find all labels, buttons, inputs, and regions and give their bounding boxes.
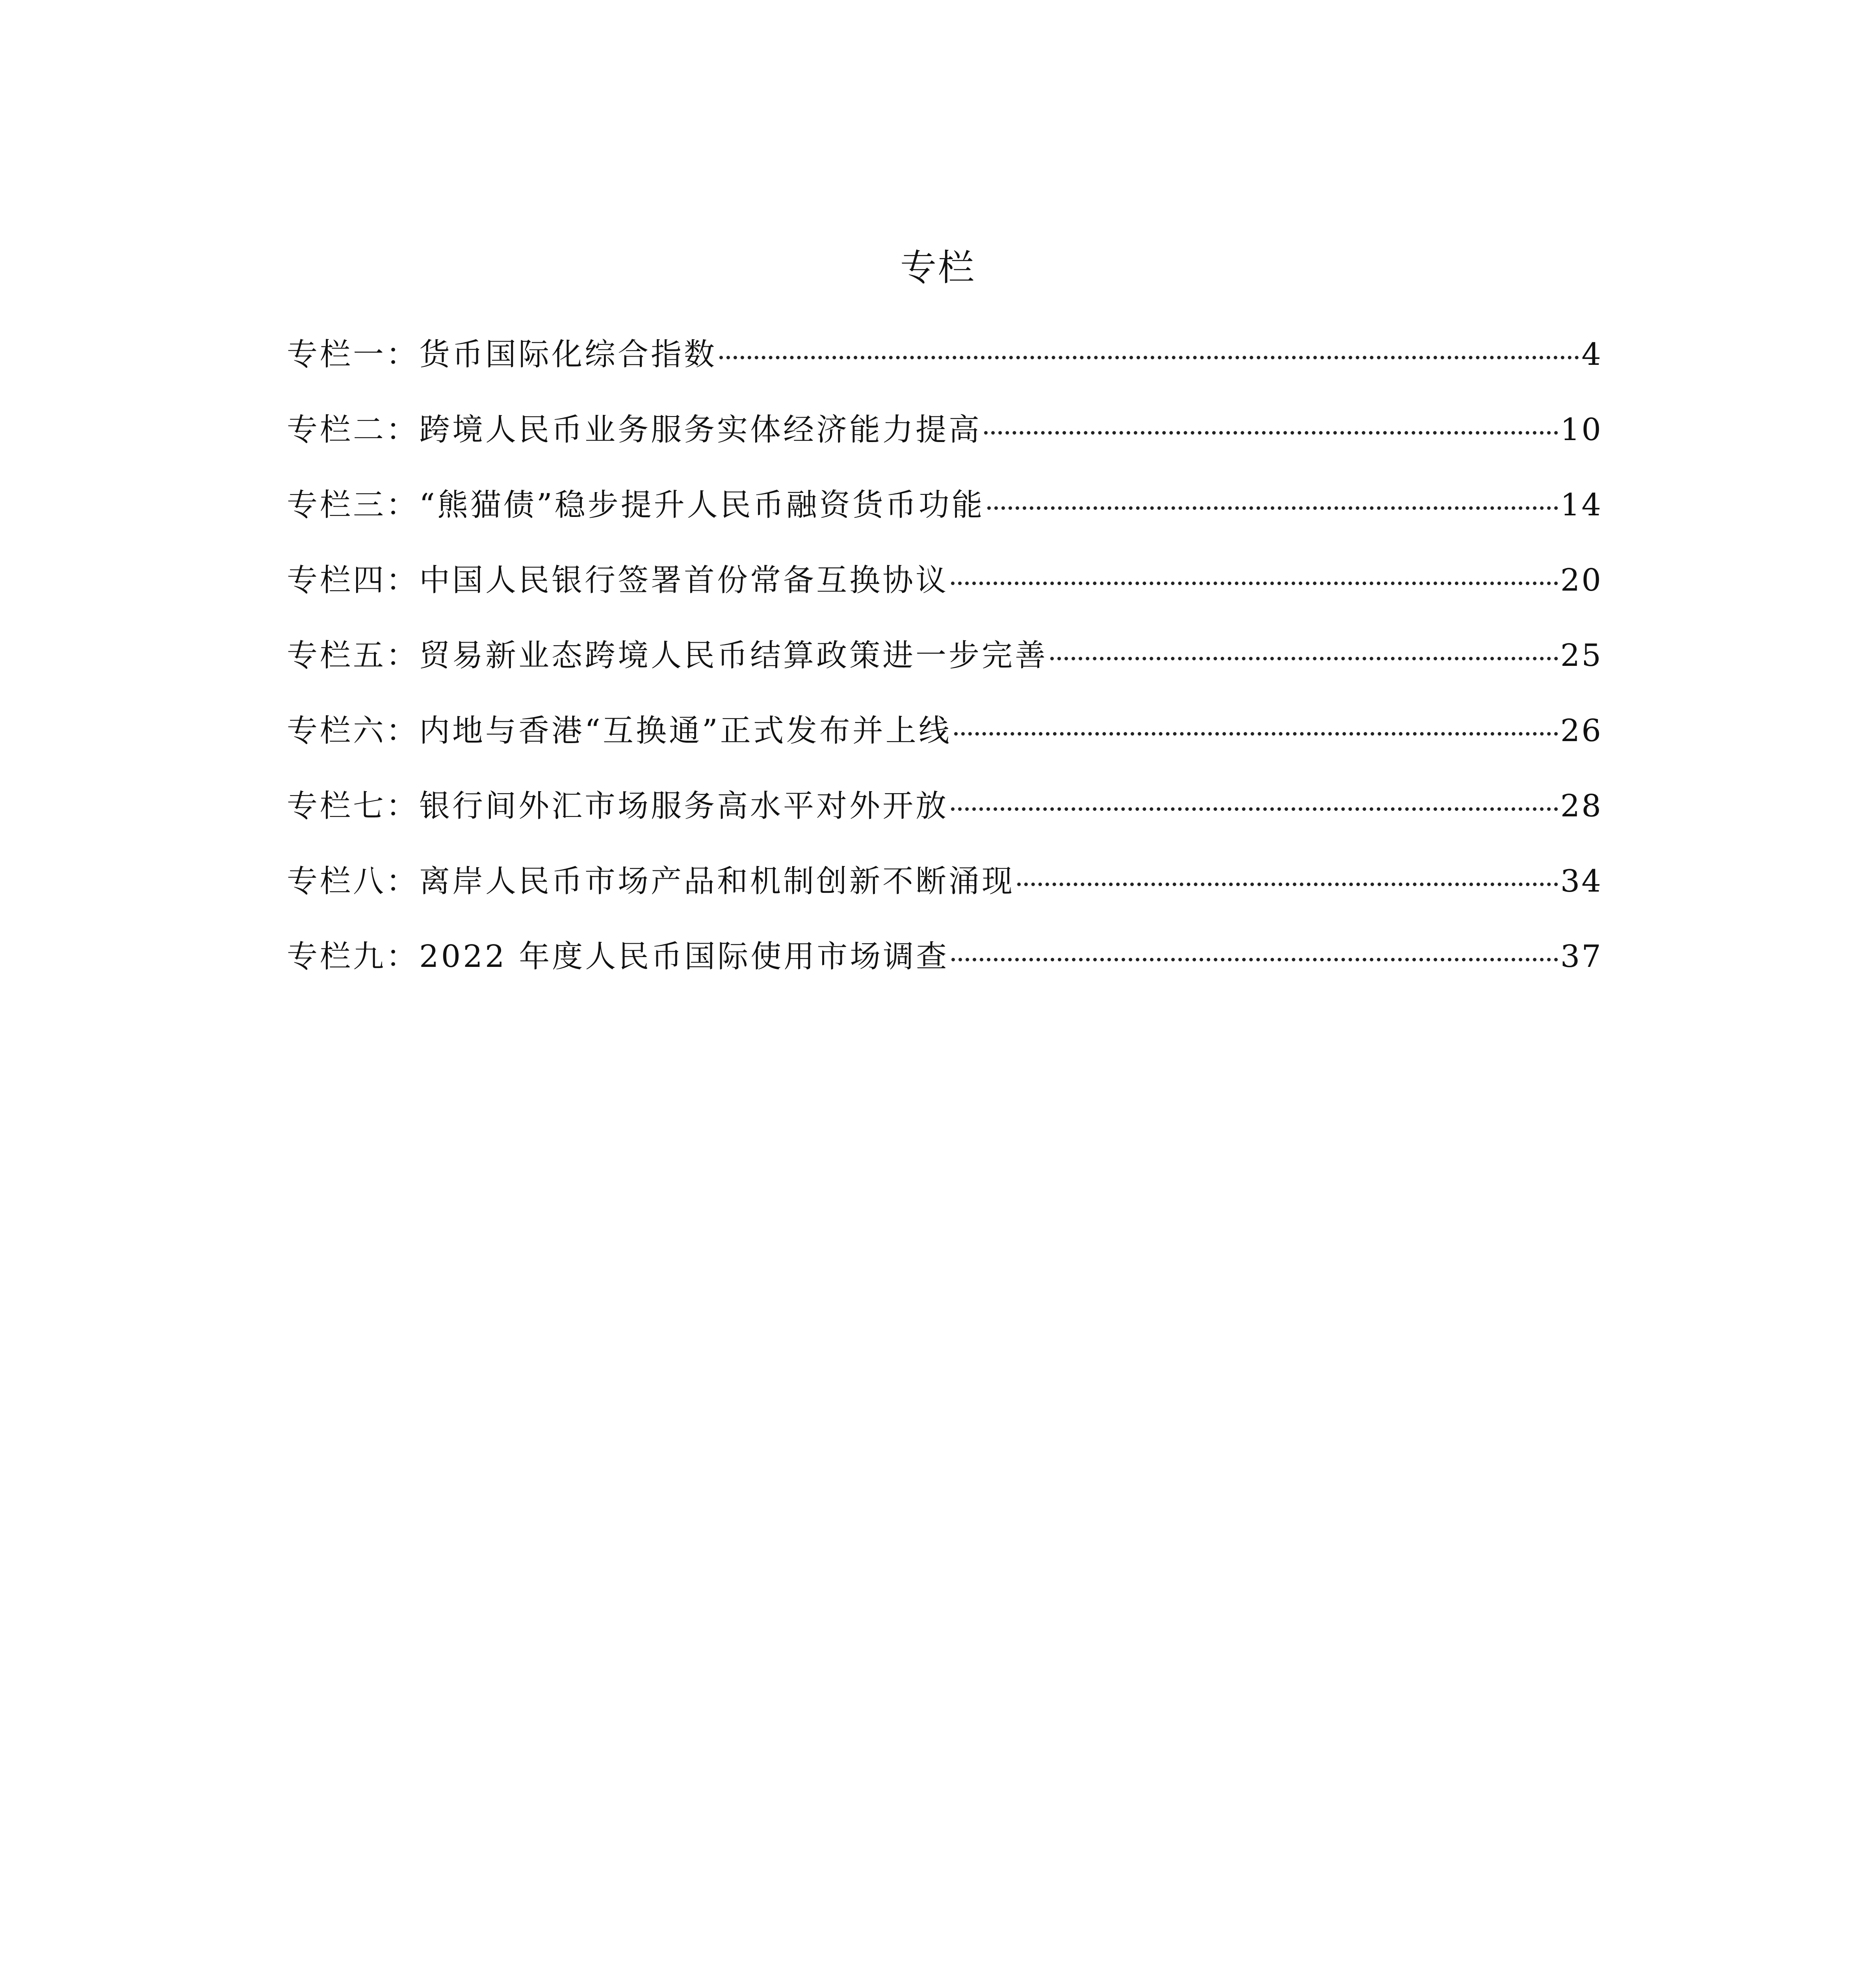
toc-entry bbox=[287, 711, 1603, 786]
toc-entry-label: 专栏八：离岸人民币市场产品和机制创新不断涌现 bbox=[287, 864, 1015, 899]
toc-entry bbox=[287, 937, 1603, 1012]
dot-leader bbox=[954, 732, 1558, 736]
toc-entry bbox=[287, 485, 1603, 561]
toc-page-number: 26 bbox=[1560, 713, 1603, 749]
toc-entry bbox=[287, 786, 1603, 862]
toc-page-number: 4 bbox=[1581, 337, 1603, 372]
dot-leader bbox=[951, 958, 1558, 961]
toc-entry-label: 专栏二：跨境人民币业务服务实体经济能力提高 bbox=[287, 412, 982, 448]
toc-entry-label: 专栏四：中国人民银行签署首份常备互换协议 bbox=[287, 563, 949, 598]
dot-leader bbox=[987, 506, 1558, 510]
toc-entry bbox=[287, 862, 1603, 937]
toc-entry bbox=[287, 335, 1603, 410]
dot-leader bbox=[984, 431, 1558, 435]
dot-leader bbox=[951, 582, 1558, 585]
toc-page-number: 14 bbox=[1560, 487, 1603, 523]
page-heading: 专栏 bbox=[900, 247, 976, 289]
toc-entry-label: 专栏五：贸易新业态跨境人民币结算政策进一步完善 bbox=[287, 638, 1048, 673]
toc-entry-label: 专栏六：内地与香港“互换通”正式发布并上线 bbox=[287, 713, 952, 749]
toc-page-number: 34 bbox=[1560, 864, 1603, 899]
toc-entry-label: 专栏七：银行间外汇市场服务高水平对外开放 bbox=[287, 788, 949, 824]
toc-entry-label: 专栏九：2022 年度人民币国际使用市场调查 bbox=[287, 939, 949, 974]
toc-entry bbox=[287, 636, 1603, 711]
toc-page-number: 25 bbox=[1560, 638, 1603, 673]
dot-leader bbox=[951, 807, 1558, 811]
toc-entry-label: 专栏一：货币国际化综合指数 bbox=[287, 337, 717, 372]
dot-leader bbox=[1017, 883, 1558, 886]
toc-entry bbox=[287, 561, 1603, 636]
dot-leader bbox=[1050, 657, 1558, 660]
toc-page-number: 20 bbox=[1560, 563, 1603, 598]
toc-page-number: 28 bbox=[1560, 788, 1603, 824]
toc-page-number: 37 bbox=[1560, 939, 1603, 974]
table-of-contents bbox=[287, 335, 1603, 1012]
dot-leader bbox=[719, 356, 1579, 359]
toc-page-number: 10 bbox=[1560, 412, 1603, 448]
toc-entry bbox=[287, 410, 1603, 485]
toc-entry-label: 专栏三：“熊猫债”稳步提升人民币融资货币功能 bbox=[287, 487, 985, 523]
